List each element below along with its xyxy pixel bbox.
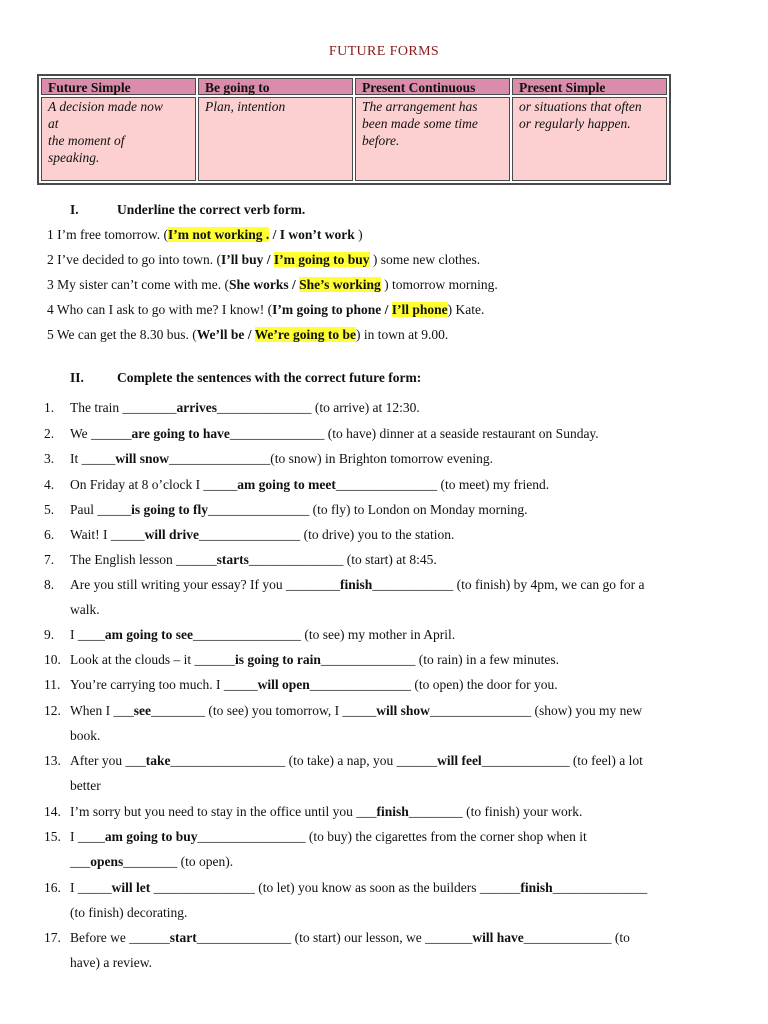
exercise-number: 6. (44, 527, 55, 542)
exercise-continuation: (to finish) decorating. (70, 905, 188, 920)
exercise-number: 4. (44, 477, 55, 492)
table-header: Present Simple (512, 78, 667, 95)
exercise-number: 16. (44, 880, 61, 895)
exercise-number: 3. (44, 451, 55, 466)
future-forms-table (37, 74, 671, 185)
table-cell (355, 97, 510, 181)
exercise-continuation: ___opens________ (to open). (70, 854, 234, 869)
section-title: Complete the sentences with the correct future form: (117, 370, 422, 385)
section-heading (70, 370, 670, 388)
section-title: Underline the correct verb form. (117, 202, 306, 217)
exercise-text: I’m sorry but you need to stay in the office until you ___finish________ (to finish) your work. (70, 804, 583, 819)
exercise-line: 3 My sister can’t come with me. (She works / She’s working ) tomorrow morning. (47, 277, 498, 292)
exercise-number: 5. (44, 502, 55, 517)
exercise-text: Before we ______start______________ (to start) our lesson, we _______will have_____________ (to (70, 930, 630, 945)
exercise-number: 11. (44, 677, 61, 692)
cell-line: at (48, 116, 59, 131)
exercise-text: The English lesson ______starts______________ (to start) at 8:45. (70, 552, 437, 567)
exercise-number: 13. (44, 753, 61, 768)
cell-line: been made some time (362, 116, 478, 131)
cell-line: the moment of (48, 133, 125, 148)
table-cell (41, 97, 196, 181)
exercise-text: The train ________arrives______________ (to arrive) at 12:30. (70, 400, 420, 415)
exercise-text: I ____am going to see________________ (to see) my mother in April. (70, 627, 456, 642)
exercise-text: When I ___see________ (to see) you tomorrow, I _____will show_______________ (show) you my new (70, 703, 643, 718)
page-title: FUTURE FORMS (328, 44, 440, 59)
exercise-number: 2. (44, 426, 55, 441)
table-column (198, 78, 353, 181)
table-column (355, 78, 510, 181)
section-number: II. (70, 370, 84, 385)
cell-line: A decision made now (48, 99, 163, 114)
table-cell (512, 97, 667, 181)
exercise-number: 17. (44, 930, 61, 945)
exercise-number: 14. (44, 804, 61, 819)
exercise-text: It _____will snow_______________(to snow) in Brighton tomorrow evening. (70, 451, 493, 466)
exercise-number: 7. (44, 552, 55, 567)
table-cell (198, 97, 353, 181)
exercise-text: We ______are going to have______________ (to have) dinner at a seaside restaurant on Sunday. (70, 426, 599, 441)
exercise-number: 9. (44, 627, 55, 642)
exercise-number: 8. (44, 577, 55, 592)
cell-line: or regularly happen. (519, 116, 631, 131)
exercise-text: Are you still writing your essay? If you ________finish____________ (to finish) by 4pm, we can go for a (70, 577, 645, 592)
exercise-continuation: walk. (70, 602, 100, 617)
cell-line: Plan, intention (205, 99, 286, 114)
exercise-text: I ____am going to buy________________ (to buy) the cigarettes from the corner shop when it (70, 829, 587, 844)
cell-line: or situations that often (519, 99, 642, 114)
exercise-number: 12. (44, 703, 61, 718)
exercise-text: I _____will let _______________ (to let) you know as soon as the builders ______finish______________ (70, 880, 648, 895)
table-column (512, 78, 667, 181)
cell-line: The arrangement has (362, 99, 478, 114)
exercise-text: Look at the clouds – it ______is going to rain______________ (to rain) in a few minutes. (70, 652, 559, 667)
table-header: Future Simple (41, 78, 196, 95)
exercise-line: 5 We can get the 8.30 bus. (We’ll be / We’re going to be) in town at 9.00. (47, 327, 449, 342)
exercise-continuation: book. (70, 728, 101, 743)
exercise-line: 4 Who can I ask to go with me? I know! (I’m going to phone / I’ll phone) Kate. (47, 302, 485, 317)
cell-line: speaking. (48, 150, 100, 165)
exercise-continuation: have) a review. (70, 955, 152, 970)
exercise-continuation: better (70, 778, 101, 793)
section-number: I. (70, 202, 79, 217)
exercise-number: 15. (44, 829, 61, 844)
exercise-text: On Friday at 8 o’clock I _____am going to meet_______________ (to meet) my friend. (70, 477, 550, 492)
exercise-text: You’re carrying too much. I _____will open_______________ (to open) the door for you. (70, 677, 558, 692)
section-heading (70, 202, 670, 220)
exercise-line: 1 I’m free tomorrow. (I’m not working . / I won’t work ) (47, 227, 363, 242)
exercise-text: After you ___take_________________ (to take) a nap, you ______will feel_____________ (to feel) a lot (70, 753, 643, 768)
exercise-text: Paul _____is going to fly_______________ (to fly) to London on Monday morning. (70, 502, 528, 517)
exercise-line: 2 I’ve decided to go into town. (I’ll buy / I’m going to buy ) some new clothes. (47, 252, 481, 267)
cell-line: before. (362, 133, 400, 148)
exercise-text: Wait! I _____will drive_______________ (to drive) you to the station. (70, 527, 455, 542)
exercise-number: 10. (44, 652, 61, 667)
table-column (41, 78, 196, 181)
table-header: Present Continuous (355, 78, 510, 95)
table-header: Be going to (198, 78, 353, 95)
exercise-number: 1. (44, 400, 55, 415)
